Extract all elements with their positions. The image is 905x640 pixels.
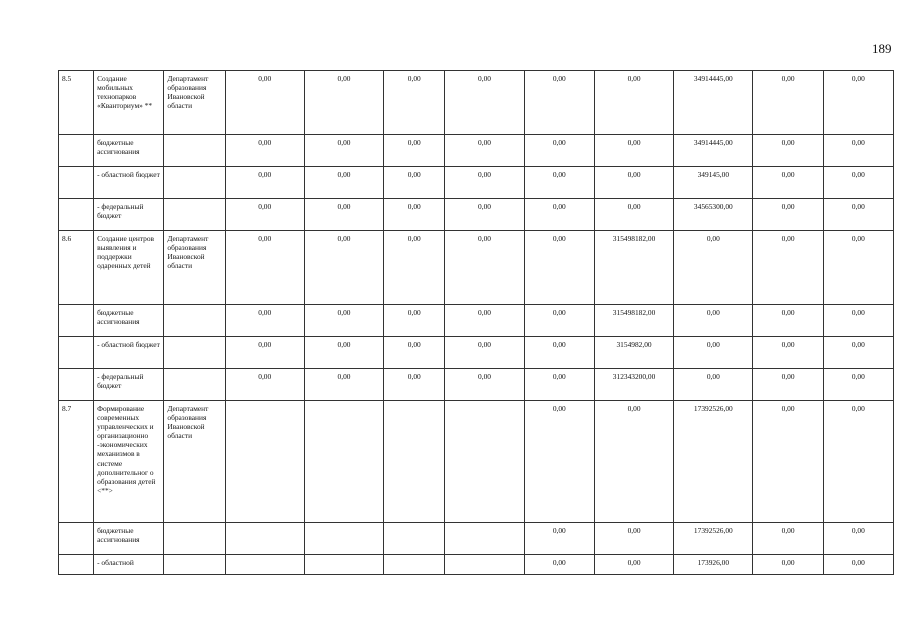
measure-name-cell: - областной (94, 555, 164, 575)
amount-cell: 0,00 (753, 337, 823, 369)
amount-cell: 0,00 (445, 199, 524, 231)
amount-cell (225, 401, 304, 523)
amount-cell: 34565300,00 (674, 199, 753, 231)
amount-cell: 0,00 (674, 369, 753, 401)
measure-name-cell: Формирование современных управленческих и организационно -экономических механизмов в системе дополнительног о образования детей <**> (94, 401, 164, 523)
amount-cell: 0,00 (594, 523, 673, 555)
amount-cell: 0,00 (594, 199, 673, 231)
measure-name-cell: - областной бюджет (94, 167, 164, 199)
amount-cell: 0,00 (674, 337, 753, 369)
amount-cell: 0,00 (225, 71, 304, 135)
amount-cell (225, 555, 304, 575)
table-row (59, 305, 894, 337)
executor-cell (164, 369, 225, 401)
measure-name-cell: бюджетные ассигнования (94, 523, 164, 555)
amount-cell: 0,00 (384, 199, 445, 231)
amount-cell: 0,00 (304, 369, 383, 401)
amount-cell: 0,00 (823, 199, 893, 231)
amount-cell (384, 523, 445, 555)
executor-cell (164, 523, 225, 555)
row-number-cell (59, 199, 94, 231)
row-number-cell (59, 337, 94, 369)
amount-cell: 0,00 (753, 71, 823, 135)
table-row (59, 337, 894, 369)
amount-cell: 0,00 (823, 305, 893, 337)
table-row (59, 135, 894, 167)
amount-cell: 0,00 (524, 199, 594, 231)
amount-cell: 0,00 (524, 71, 594, 135)
amount-cell: 0,00 (753, 231, 823, 305)
amount-cell: 0,00 (524, 401, 594, 523)
measure-name-cell: - федеральный бюджет (94, 369, 164, 401)
executor-cell (164, 199, 225, 231)
amount-cell: 0,00 (823, 523, 893, 555)
amount-cell: 0,00 (594, 401, 673, 523)
amount-cell: 0,00 (445, 337, 524, 369)
amount-cell: 0,00 (445, 231, 524, 305)
amount-cell: 0,00 (384, 231, 445, 305)
amount-cell: 0,00 (304, 167, 383, 199)
amount-cell: 0,00 (823, 71, 893, 135)
amount-cell: 0,00 (753, 167, 823, 199)
amount-cell: 349145,00 (674, 167, 753, 199)
amount-cell: 0,00 (384, 337, 445, 369)
amount-cell (445, 523, 524, 555)
amount-cell: 0,00 (304, 231, 383, 305)
amount-cell: 0,00 (823, 555, 893, 575)
amount-cell: 0,00 (445, 71, 524, 135)
amount-cell: 0,00 (225, 231, 304, 305)
amount-cell: 0,00 (524, 369, 594, 401)
executor-cell: Департамент образования Ивановской области (164, 71, 225, 135)
amount-cell: 0,00 (225, 167, 304, 199)
amount-cell (384, 401, 445, 523)
amount-cell: 0,00 (674, 305, 753, 337)
measure-name-cell: бюджетные ассигнования (94, 135, 164, 167)
table-row (59, 231, 894, 305)
amount-cell: 0,00 (823, 401, 893, 523)
page-number: 189 (872, 41, 892, 56)
amount-cell: 0,00 (823, 231, 893, 305)
amount-cell: 0,00 (304, 337, 383, 369)
amount-cell: 0,00 (304, 71, 383, 135)
row-number-cell: 8.5 (59, 71, 94, 135)
measure-name-cell: Создание мобильных технопарков «Кванториум» ** (94, 71, 164, 135)
amount-cell: 0,00 (524, 305, 594, 337)
amount-cell: 0,00 (445, 135, 524, 167)
executor-cell: Департамент образования Ивановской области (164, 401, 225, 523)
row-number-cell (59, 305, 94, 337)
amount-cell: 34914445,00 (674, 71, 753, 135)
amount-cell: 0,00 (524, 167, 594, 199)
amount-cell: 0,00 (823, 167, 893, 199)
table-row (59, 71, 894, 135)
row-number-cell: 8.6 (59, 231, 94, 305)
amount-cell: 0,00 (384, 135, 445, 167)
amount-cell: 0,00 (753, 135, 823, 167)
amount-cell: 0,00 (384, 167, 445, 199)
amount-cell: 3154982,00 (594, 337, 673, 369)
executor-cell (164, 305, 225, 337)
amount-cell: 0,00 (674, 231, 753, 305)
amount-cell: 0,00 (225, 305, 304, 337)
amount-cell (445, 401, 524, 523)
table-row (59, 167, 894, 199)
amount-cell: 0,00 (753, 369, 823, 401)
amount-cell: 315498182,00 (594, 305, 673, 337)
amount-cell: 0,00 (524, 135, 594, 167)
table-row (59, 555, 894, 575)
amount-cell: 0,00 (753, 523, 823, 555)
amount-cell: 0,00 (445, 167, 524, 199)
amount-cell (225, 523, 304, 555)
amount-cell: 315498182,00 (594, 231, 673, 305)
amount-cell: 0,00 (225, 369, 304, 401)
row-number-cell (59, 167, 94, 199)
row-number-cell (59, 523, 94, 555)
amount-cell: 0,00 (225, 337, 304, 369)
amount-cell: 0,00 (753, 199, 823, 231)
measure-name-cell: Создание центров выявления и поддержки одаренных детей (94, 231, 164, 305)
amount-cell: 17392526,00 (674, 401, 753, 523)
amount-cell: 17392526,00 (674, 523, 753, 555)
amount-cell: 0,00 (304, 135, 383, 167)
row-number-cell (59, 369, 94, 401)
amount-cell: 34914445,00 (674, 135, 753, 167)
amount-cell: 0,00 (753, 555, 823, 575)
executor-cell (164, 337, 225, 369)
amount-cell: 0,00 (384, 369, 445, 401)
amount-cell: 0,00 (524, 555, 594, 575)
table-row (59, 199, 894, 231)
executor-cell (164, 555, 225, 575)
table-row (59, 369, 894, 401)
amount-cell: 0,00 (524, 231, 594, 305)
amount-cell (304, 401, 383, 523)
measure-name-cell: бюджетные ассигнования (94, 305, 164, 337)
row-number-cell (59, 555, 94, 575)
amount-cell: 0,00 (445, 369, 524, 401)
amount-cell: 0,00 (594, 135, 673, 167)
amount-cell (304, 523, 383, 555)
amount-cell: 0,00 (753, 305, 823, 337)
budget-table (58, 70, 894, 575)
executor-cell (164, 167, 225, 199)
amount-cell: 0,00 (445, 305, 524, 337)
amount-cell: 0,00 (524, 523, 594, 555)
amount-cell (384, 555, 445, 575)
table-row (59, 523, 894, 555)
amount-cell: 0,00 (753, 401, 823, 523)
amount-cell: 0,00 (594, 71, 673, 135)
amount-cell: 0,00 (304, 199, 383, 231)
amount-cell: 312343200,00 (594, 369, 673, 401)
amount-cell: 0,00 (594, 167, 673, 199)
executor-cell (164, 135, 225, 167)
amount-cell: 173926,00 (674, 555, 753, 575)
amount-cell: 0,00 (225, 199, 304, 231)
row-number-cell: 8.7 (59, 401, 94, 523)
amount-cell: 0,00 (225, 135, 304, 167)
measure-name-cell: - федеральный бюджет (94, 199, 164, 231)
amount-cell (445, 555, 524, 575)
executor-cell: Департамент образования Ивановской области (164, 231, 225, 305)
amount-cell: 0,00 (524, 337, 594, 369)
amount-cell: 0,00 (823, 135, 893, 167)
amount-cell: 0,00 (384, 71, 445, 135)
amount-cell: 0,00 (823, 337, 893, 369)
measure-name-cell: - областной бюджет (94, 337, 164, 369)
amount-cell: 0,00 (823, 369, 893, 401)
amount-cell: 0,00 (594, 555, 673, 575)
amount-cell: 0,00 (384, 305, 445, 337)
amount-cell: 0,00 (304, 305, 383, 337)
table-row (59, 401, 894, 523)
row-number-cell (59, 135, 94, 167)
amount-cell (304, 555, 383, 575)
